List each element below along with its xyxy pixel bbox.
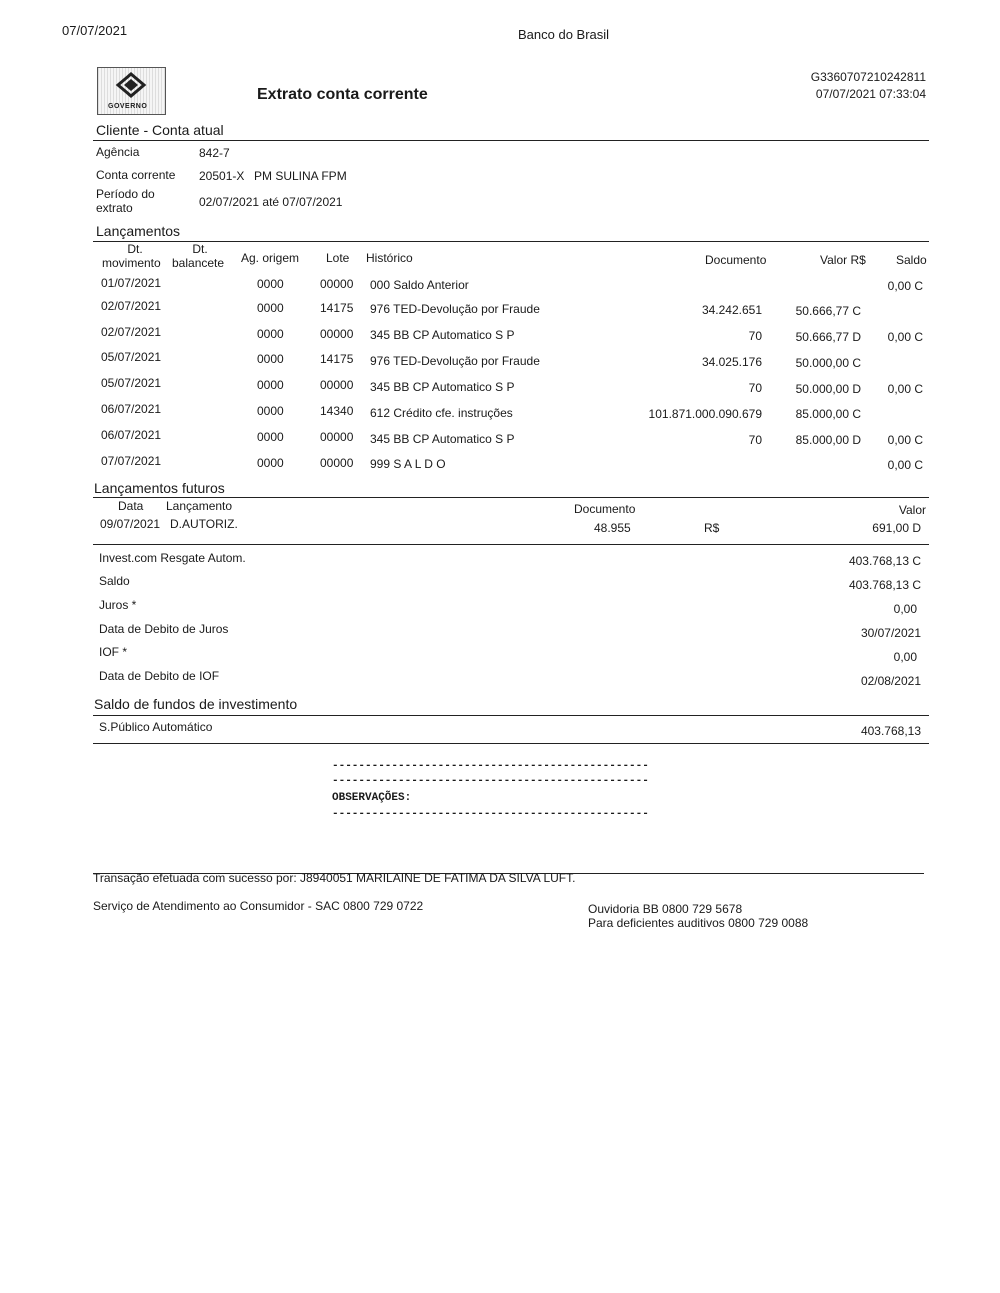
header-dt-movimento: Dt.	[127, 242, 143, 256]
row-saldo: 0,00 C	[887, 279, 923, 293]
fundos-label: S.Público Automático	[99, 720, 213, 734]
transacao-text: Transação efetuada com sucesso por: J8940051 MARILAINE DE FATIMA DA SILVA LUFT.	[93, 871, 576, 885]
row-lote: 00000	[320, 430, 354, 444]
invest-label: Saldo	[99, 574, 130, 588]
futuros-header-documento: Documento	[574, 502, 636, 516]
row-lote: 14175	[320, 352, 354, 366]
row-historico: 345 BB CP Automatico S P	[370, 380, 515, 394]
logo-text: GOVERNO	[108, 103, 148, 110]
divider	[93, 544, 929, 545]
row-saldo: 0,00 C	[887, 330, 923, 344]
conta-label: Conta corrente	[96, 168, 176, 182]
dash-line: ------------------------------------------------	[332, 760, 649, 772]
row-documento: 70	[748, 329, 762, 343]
row-ag: 0000	[257, 378, 284, 392]
periodo-label: Período do	[96, 187, 155, 201]
row-date: 01/07/2021	[101, 276, 162, 290]
page-title: Extrato conta corrente	[257, 86, 428, 103]
section-lancamentos: Lançamentos	[96, 223, 181, 239]
row-date: 05/07/2021	[101, 350, 162, 364]
futuros-row-lancamento: D.AUTORIZ.	[170, 517, 238, 531]
divider	[93, 715, 929, 716]
row-historico: 612 Crédito cfe. instruções	[370, 406, 513, 420]
invest-label: IOF *	[99, 645, 128, 659]
periodo-label-2: extrato	[96, 201, 133, 215]
futuros-header-valor: Valor	[898, 503, 926, 517]
invest-label: Data de Debito de Juros	[99, 622, 229, 636]
invest-value: 403.768,13 C	[848, 578, 921, 592]
agencia-value: 842-7	[199, 146, 230, 160]
agencia-label: Agência	[96, 145, 140, 159]
invest-label: Invest.com Resgate Autom.	[99, 551, 246, 565]
row-historico: 345 BB CP Automatico S P	[370, 328, 515, 342]
bank-logo	[97, 67, 166, 115]
row-historico: 976 TED-Devolução por Fraude	[370, 302, 540, 316]
row-historico: 976 TED-Devolução por Fraude	[370, 354, 540, 368]
futuros-row-valor: 691,00 D	[872, 521, 921, 535]
header-lote: Lote	[326, 251, 350, 265]
fundos-value: 403.768,13	[860, 724, 921, 738]
row-historico: 999 S A L D O	[370, 457, 446, 471]
row-date: 06/07/2021	[101, 428, 162, 442]
header-saldo: Saldo	[896, 253, 927, 267]
deficientes-text: Para deficientes auditivos 0800 729 0088	[588, 916, 809, 930]
divider	[93, 743, 929, 744]
section-lancamentos-futuros: Lançamentos futuros	[94, 480, 225, 496]
ouvidoria-text: Ouvidoria BB 0800 729 5678	[588, 902, 743, 916]
document-datetime: 07/07/2021 07:33:04	[815, 87, 926, 101]
row-ag: 0000	[257, 404, 284, 418]
sac-text: Serviço de Atendimento ao Consumidor - SAC 0800 729 0722	[93, 899, 424, 913]
futuros-row-documento: 48.955	[594, 521, 631, 535]
row-valor: 50.666,77 C	[795, 304, 861, 318]
dash-line: ------------------------------------------------	[332, 775, 649, 787]
row-historico: 000 Saldo Anterior	[370, 278, 469, 292]
invest-value: 0,00	[893, 650, 917, 664]
row-ag: 0000	[257, 327, 284, 341]
row-documento: 34.025.176	[701, 355, 762, 369]
header-dt-balancete: Dt.	[192, 242, 208, 256]
print-date: 07/07/2021	[62, 23, 128, 38]
row-lote: 14340	[320, 404, 354, 418]
header-valor: Valor R$	[820, 253, 866, 267]
row-saldo: 0,00 C	[887, 382, 923, 396]
row-documento: 70	[748, 381, 762, 395]
invest-value: 02/08/2021	[860, 674, 921, 688]
section-cliente: Cliente - Conta atual	[96, 122, 224, 138]
dash-line: ------------------------------------------------	[332, 808, 649, 820]
row-date: 02/07/2021	[101, 325, 162, 339]
row-saldo: 0,00 C	[887, 433, 923, 447]
header-historico: Histórico	[366, 251, 413, 265]
row-historico: 345 BB CP Automatico S P	[370, 432, 515, 446]
banco-do-brasil-logo-icon	[114, 72, 148, 98]
row-valor: 85.000,00 C	[795, 407, 861, 421]
header-dt-movimento-2: movimento	[102, 256, 161, 270]
invest-value: 30/07/2021	[860, 626, 921, 640]
row-valor: 85.000,00 D	[795, 433, 861, 447]
row-ag: 0000	[257, 352, 284, 366]
row-ag: 0000	[257, 277, 284, 291]
row-lote: 00000	[320, 327, 354, 341]
header-dt-balancete-2: balancete	[172, 256, 225, 270]
header-ag-origem: Ag. origem	[241, 251, 300, 265]
observacoes-label: OBSERVAÇÕES:	[332, 792, 412, 804]
row-lote: 00000	[320, 277, 354, 291]
row-date: 06/07/2021	[101, 402, 162, 416]
row-valor: 50.666,77 D	[795, 330, 861, 344]
divider	[93, 140, 929, 141]
row-lote: 00000	[320, 378, 354, 392]
divider	[93, 497, 929, 498]
section-fundos: Saldo de fundos de investimento	[94, 696, 298, 712]
row-valor: 50.000,00 D	[795, 382, 861, 396]
row-lote: 14175	[320, 301, 354, 315]
futuros-header-lancamento: Lançamento	[166, 499, 233, 513]
divider	[93, 873, 924, 874]
row-date: 07/07/2021	[101, 454, 162, 468]
print-header: Banco do Brasil	[518, 27, 610, 42]
row-documento: 34.242.651	[701, 303, 762, 317]
row-saldo: 0,00 C	[887, 458, 923, 472]
invest-value: 0,00	[893, 602, 917, 616]
row-documento: 101.871.000.090.679	[648, 407, 762, 421]
futuros-header-data: Data	[118, 499, 144, 513]
conta-value: 20501-X	[199, 169, 245, 183]
futuros-row-currency: R$	[704, 521, 720, 535]
document-id: G3360707210242811	[810, 70, 926, 84]
futuros-row-data: 09/07/2021	[100, 517, 161, 531]
invest-value: 403.768,13 C	[848, 554, 921, 568]
header-documento: Documento	[705, 253, 767, 267]
row-valor: 50.000,00 C	[795, 356, 861, 370]
row-ag: 0000	[257, 456, 284, 470]
row-date: 05/07/2021	[101, 376, 162, 390]
row-lote: 00000	[320, 456, 354, 470]
row-date: 02/07/2021	[101, 299, 162, 313]
invest-label: Juros *	[99, 598, 137, 612]
row-ag: 0000	[257, 430, 284, 444]
row-ag: 0000	[257, 301, 284, 315]
conta-name: PM SULINA FPM	[254, 169, 347, 183]
periodo-value: 02/07/2021 até 07/07/2021	[199, 195, 343, 209]
invest-label: Data de Debito de IOF	[99, 669, 220, 683]
row-documento: 70	[748, 433, 762, 447]
